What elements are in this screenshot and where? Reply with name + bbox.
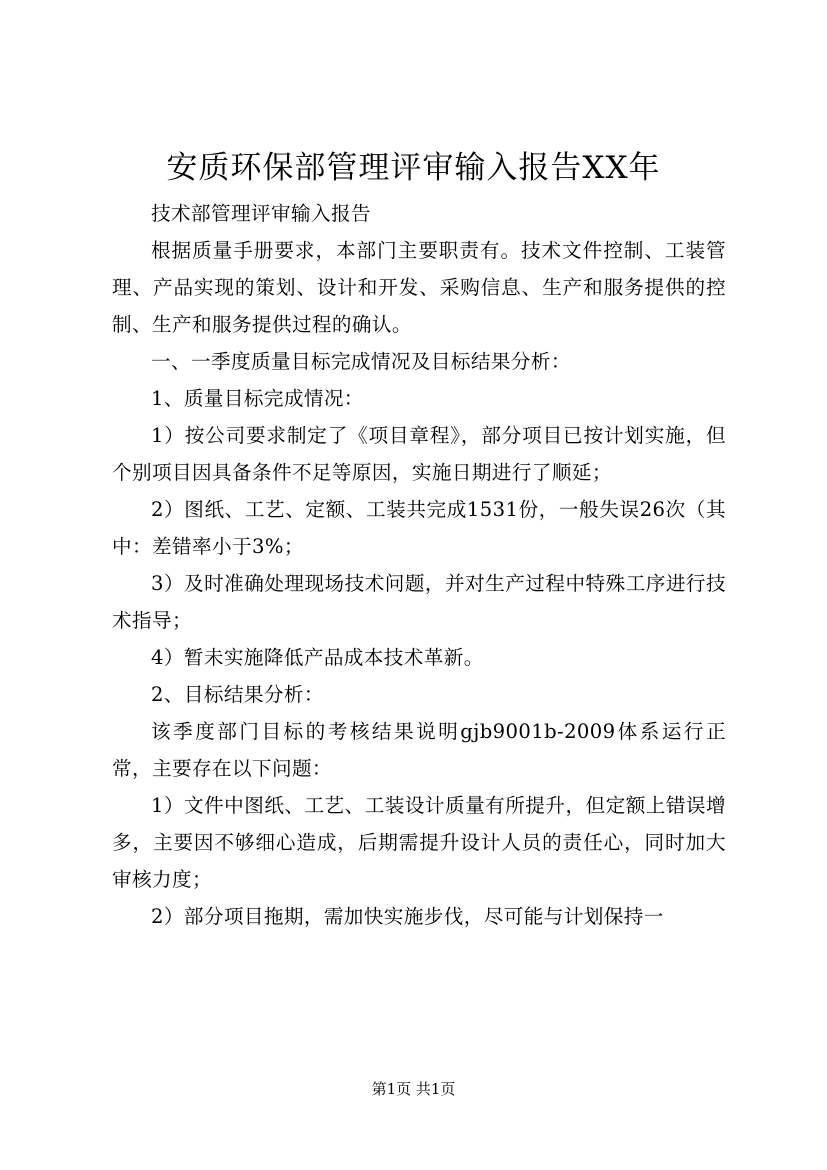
paragraph-subsection-two-heading: 2、目标结果分析： bbox=[151, 683, 324, 706]
paragraph-problem-1: 1）文件中图纸、工艺、工装设计质量有所提升，但定额上错误增多，主要因不够细心造成，后期需提升设计人员的责任心，同时加大审核力度； bbox=[112, 794, 726, 891]
paragraph-subtitle: 技术部管理评审输入报告 bbox=[151, 202, 371, 225]
paragraph-section-one-heading: 一、一季度质量目标完成情况及目标结果分析： bbox=[151, 350, 571, 373]
paragraph-responsibilities: 根据质量手册要求，本部门主要职责有。技术文件控制、工装管理、产品实现的策划、设计和开发、采购信息、生产和服务提供的控制、生产和服务提供过程的确认。 bbox=[112, 239, 726, 336]
paragraph-item-1: 1）按公司要求制定了《项目章程》，部分项目已按计划实施，但个别项目因具备条件不足等原因，实施日期进行了顺延； bbox=[112, 424, 726, 484]
document-title: 安质环保部管理评审输入报告XX年 bbox=[166, 150, 661, 186]
paragraph-problem-2: 2）部分项目拖期，需加快实施步伐，尽可能与计划保持一 bbox=[151, 905, 664, 928]
paragraph-analysis-intro: 该季度部门目标的考核结果说明gjb9001b-2009体系运行正常，主要存在以下问题： bbox=[112, 720, 726, 780]
paragraph-subsection-one-heading: 1、质量目标完成情况： bbox=[151, 387, 364, 410]
paragraph-item-2: 2）图纸、工艺、定额、工装共完成1531份，一般失误26次（其中：差错率小于3%； bbox=[112, 498, 726, 558]
paragraph-item-4: 4）暂未实施降低产品成本技术革新。 bbox=[151, 646, 484, 669]
page-footer: 第1页 共1页 bbox=[371, 1080, 456, 1098]
document-body bbox=[112, 195, 726, 935]
paragraph-item-3: 3）及时准确处理现场技术问题，并对生产过程中特殊工序进行技术指导； bbox=[112, 572, 726, 632]
